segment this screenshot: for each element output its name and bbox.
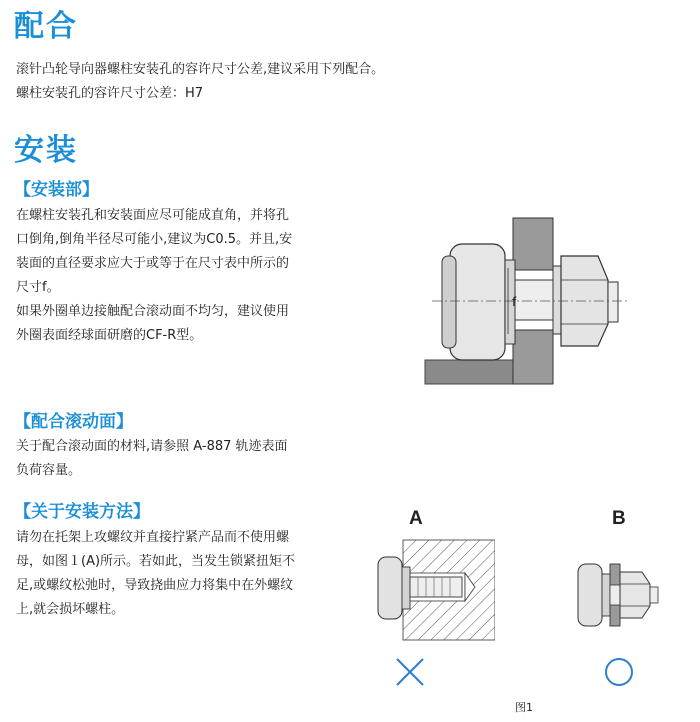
install-diagram — [420, 200, 690, 390]
install-method-text — [16, 526, 295, 622]
stud — [610, 585, 620, 605]
fit-text — [16, 58, 384, 106]
hex-nut — [620, 572, 650, 618]
install-part-line: 如果外圈单边接触配合滚动面不均匀，建议使用 — [16, 304, 290, 319]
install-part-line: 在螺柱安装孔和安装面应尽可能成直角，并将孔 — [16, 208, 290, 223]
install-method-line: 母，如图１(A)所示。若如此，当发生锁紧扭矩不 — [16, 554, 296, 569]
install-part-line: 口倒角,倒角半径尽可能小,建议为C0.5。并且,安 — [16, 232, 293, 247]
figure-label-a: A — [409, 508, 423, 529]
mounting-base — [425, 360, 513, 384]
outer-ring — [378, 557, 402, 619]
washer — [553, 266, 561, 334]
install-method-heading: 【关于安装方法】 — [14, 502, 150, 522]
install-rolling-line: 关于配合滚动面的材料,请参照 A-887 轨迹表面 — [16, 439, 288, 454]
install-rolling-heading: 【配合滚动面】 — [14, 412, 133, 432]
outer-ring — [450, 244, 505, 360]
fit-line: 滚针凸轮导向器螺柱安装孔的容许尺寸公差,建议采用下列配合。 — [16, 62, 385, 77]
fit-title: 配合 — [14, 9, 78, 44]
install-part-line: 外圈表面经球面研磨的CF-R型。 — [16, 328, 203, 343]
install-rolling-line: 负荷容量。 — [16, 463, 82, 478]
dimension-f-label: f — [512, 295, 517, 309]
outer-ring — [578, 564, 602, 626]
figure-a-diagram — [370, 535, 495, 645]
install-part-line: 装面的直径要求应大于或等于在尺寸表中所示的 — [16, 256, 290, 271]
stud-end — [608, 282, 618, 322]
install-method-line: 足,或螺纹松弛时，导致挠曲应力将集中在外螺纹 — [16, 578, 294, 593]
flange — [602, 574, 610, 616]
correct-mark-stroke — [606, 659, 632, 685]
install-part-text — [16, 204, 292, 348]
figure-label-b: B — [612, 508, 626, 529]
roller-side — [442, 256, 456, 348]
install-title: 安装 — [14, 133, 78, 168]
install-part-heading: 【安装部】 — [14, 180, 99, 200]
flange — [402, 567, 410, 609]
fit-line: 螺柱安装孔的容许尺寸公差：H7 — [16, 86, 204, 101]
correct-mark-icon — [603, 656, 635, 688]
install-part-line: 尺寸f。 — [16, 280, 60, 295]
figure-caption: 图1 — [515, 701, 533, 714]
install-method-line: 上,就会损坏螺柱。 — [16, 602, 125, 617]
install-method-line: 请勿在托架上攻螺纹并直接拧紧产品而不使用螺 — [16, 530, 290, 545]
wrong-mark-icon — [393, 655, 427, 689]
stud-end — [650, 587, 658, 603]
figure-b-diagram — [570, 560, 675, 640]
install-rolling-text — [16, 435, 288, 483]
